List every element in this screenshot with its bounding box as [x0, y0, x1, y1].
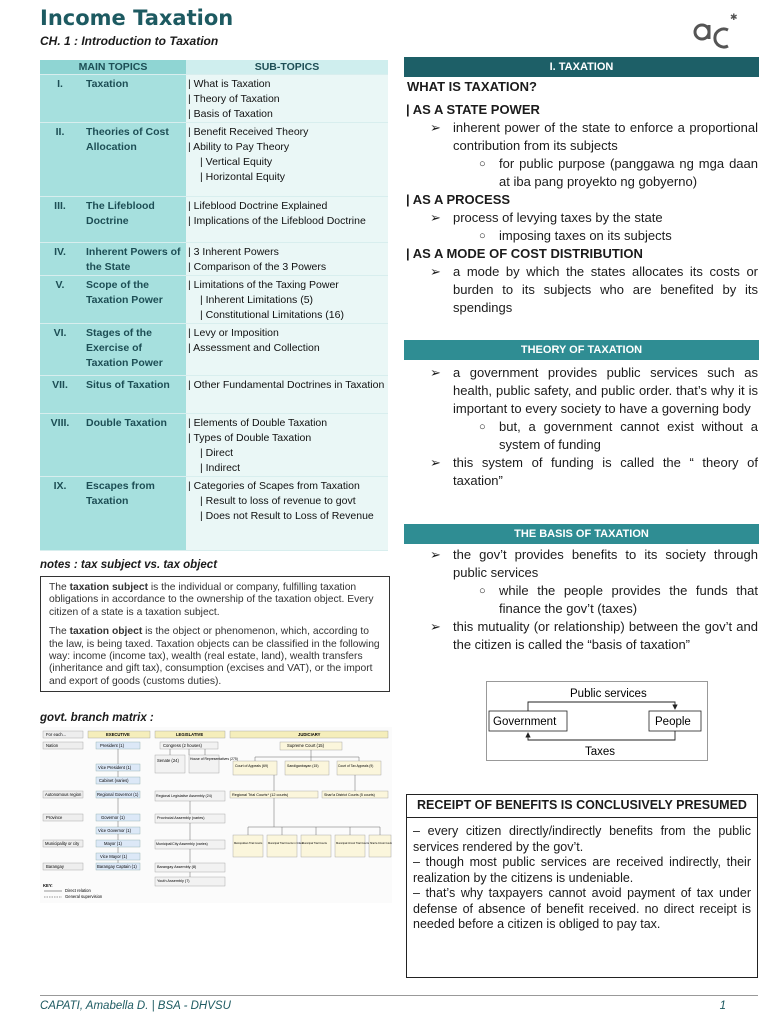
sub-topic: | Vertical Equity: [200, 156, 273, 168]
exec-vice-governor: Vice Governor (1): [98, 828, 131, 833]
receipt-line-2: – though most public services are received indirectly, their realization by the citizens is undeniable.: [413, 855, 751, 885]
matrix-col-judiciary: JUDICIARY: [298, 732, 321, 737]
exec-vice-president: Vice President (1): [98, 765, 132, 770]
basis-sub-bullet: ○ while the people provides the funds that finance the gov’t (taxes): [406, 582, 758, 618]
sub-topic: | Limitations of the Taxing Power: [188, 279, 339, 291]
jud-mtc-cities: Municipal Trial Courts in Cities: [268, 842, 303, 845]
topic-main: Double Taxation: [80, 414, 186, 477]
sub-topic: | Assessment and Collection: [188, 342, 320, 354]
jud-sharia-circuit: Shari'a Circuit Courts: [370, 842, 392, 845]
sub-topic: | Horizontal Equity: [200, 171, 286, 183]
sub-topic: | Lifeblood Doctrine Explained: [188, 200, 328, 212]
matrix-row-municipality: Municipality or city: [45, 841, 80, 846]
state-power-bullet: ➢ inherent power of the state to enforce a proportional contribution from its subjects: [406, 119, 758, 155]
notes-heading: notes : tax subject vs. tax object: [40, 559, 218, 571]
leg-provincial-assembly: Provincial Assembly (varies): [157, 816, 205, 820]
topic-row: [40, 75, 388, 123]
topic-number: II.: [40, 123, 80, 197]
topic-number: VIII.: [40, 414, 80, 477]
theory-sub-bullet: ○ but, a government cannot exist without a system of funding: [406, 418, 758, 454]
jud-tax-appeals: Court of Tax Appeals (9): [338, 764, 374, 768]
receipt-title: RECEIPT OF BENEFITS IS CONCLUSIVELY PRESUMED: [407, 795, 757, 818]
matrix-key-label: KEY:: [43, 883, 53, 888]
theory-bullet-2: ➢ this system of funding is called the “ theory of taxation”: [406, 454, 758, 490]
topic-main: The Lifeblood Doctrine: [80, 197, 186, 243]
svg-text:✱: ✱: [730, 13, 738, 23]
diagram-people: People: [655, 716, 691, 728]
jud-sandiganbayan: Sandiganbayan (15): [287, 764, 319, 768]
matrix-col-foreach: For each...: [46, 732, 67, 737]
topic-subs: [186, 276, 388, 324]
sub-topic: | Inherent Limitations (5): [200, 294, 314, 306]
leg-regional-assembly: Regional Legislative Assembly (24): [156, 794, 212, 798]
basis-diagram: [486, 681, 708, 761]
topic-number: IX.: [40, 477, 80, 551]
topic-number: III.: [40, 197, 80, 243]
sub-topic: | Types of Double Taxation: [188, 432, 312, 444]
notes-box: [40, 576, 390, 692]
sub-topic: | Benefit Received Theory: [188, 126, 309, 138]
topic-number: V.: [40, 276, 80, 324]
matrix-col-legislative: LEGISLATIVE: [176, 732, 204, 737]
legend-general: General supervision: [65, 894, 103, 899]
section-bar-basis: THE BASIS OF TAXATION: [404, 524, 759, 544]
legend-direct: Direct relation: [65, 888, 91, 893]
exec-cabinet: Cabinet (varies): [99, 778, 129, 783]
receipt-line-1: – every citizen directly/indirectly benefits from the public services rendered by the gov’t.: [413, 824, 751, 854]
jud-metropolitan-trial: Metropolitan Trial Courts: [234, 842, 263, 845]
page-number: 1: [719, 1000, 726, 1012]
matrix-row-region: Autonomous region: [45, 792, 82, 797]
cost-distribution-heading: | AS A MODE OF COST DISTRIBUTION: [406, 246, 643, 261]
sub-topic: | Result to loss of revenue to govt: [200, 495, 356, 507]
exec-president: President (1): [100, 743, 124, 748]
sub-topic: | Categories of Scapes from Taxation: [188, 480, 360, 492]
section-bar-taxation: I. TAXATION: [404, 57, 759, 77]
jud-municipal-trial: Municipal Trial Courts: [302, 842, 327, 845]
topic-number: VII.: [40, 376, 80, 414]
process-sub-bullet: ○ imposing taxes on its subjects: [406, 227, 758, 245]
footer-author: CAPATI, Amabella D. | BSA - DHVSU: [40, 1000, 231, 1012]
exec-regional-governor: Regional Governor (1): [97, 792, 139, 797]
theory-content: [406, 364, 758, 490]
sub-topic: | Theory of Taxation: [188, 93, 280, 105]
jud-municipal-circuit: Municipal Circuit Trial Courts: [336, 842, 370, 845]
main-topics-header: MAIN TOPICS: [40, 60, 186, 75]
topic-subs: [186, 376, 388, 414]
leg-congress: Congress (2 houses): [163, 743, 202, 748]
state-power-heading: | AS A STATE POWER: [406, 102, 540, 117]
leg-house: House of Representatives (275): [190, 757, 238, 761]
sub-topic: | Direct: [200, 447, 234, 459]
sub-topic: | Elements of Double Taxation: [188, 417, 328, 429]
page-title: Income Taxation: [40, 6, 234, 30]
what-is-taxation-heading: WHAT IS TAXATION?: [407, 79, 537, 94]
topic-row: [40, 197, 388, 243]
sub-topic: | Indirect: [200, 462, 241, 474]
topic-number: I.: [40, 75, 80, 123]
topic-main: Theories of Cost Allocation: [80, 123, 186, 197]
section-bar-theory: THEORY OF TAXATION: [404, 340, 759, 360]
matrix-row-province: Province: [46, 815, 63, 820]
taxation-definitions: [406, 101, 758, 317]
topic-subs: [186, 243, 388, 276]
topic-row: [40, 414, 388, 477]
topic-main: Scope of the Taxation Power: [80, 276, 186, 324]
sub-topic: | Implications of the Lifeblood Doctrine: [188, 215, 366, 227]
jud-supreme-court: Supreme Court (15): [287, 743, 325, 748]
chapter-subtitle: CH. 1 : Introduction to Taxation: [40, 34, 219, 48]
govt-branch-matrix: [40, 727, 392, 903]
sub-topic: | What is Taxation: [188, 78, 271, 90]
sub-topic: | Basis of Taxation: [188, 108, 273, 120]
leg-youth-assembly: Youth Assembly (7): [157, 879, 190, 883]
leg-municipal-assembly: Municipal/City Assembly (varies): [156, 842, 208, 846]
matrix-col-executive: EXECUTIVE: [106, 732, 130, 737]
jud-court-of-appeals: Court of Appeals (69): [235, 764, 269, 768]
topic-row: [40, 324, 388, 376]
topic-row: [40, 123, 388, 197]
tax-subject-note: The taxation subject is the individual or company, fulfilling taxation obligations in accordance to the ownership of the taxation object. Every citizen of a state is a taxation subject.: [49, 582, 374, 618]
topic-main: Situs of Taxation: [80, 376, 186, 414]
topic-number: VI.: [40, 324, 80, 376]
exec-barangay-captain: Barangay Captain (1): [97, 864, 137, 869]
basis-bullet-2: ➢ this mutuality (or relationship) between the gov’t and the citizen is called the “basis of taxation”: [406, 618, 758, 654]
tax-object-note: The taxation object is the object or phenomenon, which, according to the law, is being taxed. Taxation objects can be classified in the following way: income (income tax), wealth (real estate, land), wealth transfers (inheritance and gift tax), consumption (excises and VAT), or the import and export of goods (customs duties).: [49, 626, 380, 687]
cost-distribution-bullet: ➢ a mode by which the states allocates its costs or burden to its subjects who are benefited by its spendings: [406, 263, 758, 317]
sub-topic: | 3 Inherent Powers: [188, 246, 279, 258]
matrix-heading: govt. branch matrix :: [40, 712, 154, 724]
matrix-row-nation: Nation: [46, 743, 59, 748]
exec-governor: Governor (1): [101, 815, 125, 820]
leg-senate: Senate (24): [157, 758, 179, 763]
topic-subs: [186, 414, 388, 477]
topic-main: Stages of the Exercise of Taxation Power: [80, 324, 186, 376]
exec-mayor: Mayor (1): [104, 841, 122, 846]
theory-bullet-1: ➢ a government provides public services such as health, public safety, and public order. that’s why it is important to every society to have a governing body: [406, 364, 758, 418]
topic-main: Inherent Powers of the State: [80, 243, 186, 276]
jud-regional-trial: Regional Trial Courts* (12 courts): [232, 793, 289, 797]
topic-subs: [186, 324, 388, 376]
sub-topic: | Other Fundamental Doctrines in Taxation: [188, 379, 385, 391]
diagram-public-services: Public services: [570, 688, 647, 700]
topic-subs: [186, 123, 388, 197]
sub-topic: | Constitutional Limitations (16): [200, 309, 344, 321]
jud-sharia-district: Shari'a District Courts (5 courts): [324, 793, 375, 797]
process-heading: | AS A PROCESS: [406, 192, 511, 207]
sub-topic: | Levy or Imposition: [188, 327, 279, 339]
topic-row: [40, 477, 388, 551]
leg-barangay-assembly: Barangay Assembly (8): [157, 865, 197, 869]
topic-subs: [186, 477, 388, 551]
topics-table: [40, 60, 388, 551]
ac-logo: [690, 8, 742, 52]
sub-topics-header: SUB-TOPICS: [186, 60, 388, 75]
sub-topic: | Ability to Pay Theory: [188, 141, 290, 153]
topic-row: [40, 276, 388, 324]
process-bullet: ➢ process of levying taxes by the state: [406, 209, 758, 227]
receipt-of-benefits-box: [406, 794, 758, 978]
matrix-row-barangay: Barangay: [46, 864, 64, 869]
basis-bullet-1: ➢ the gov’t provides benefits to its society through public services: [406, 546, 758, 582]
topic-subs: [186, 197, 388, 243]
topic-main: Taxation: [80, 75, 186, 123]
diagram-government: Government: [493, 716, 557, 728]
sub-topic: | Comparison of the 3 Powers: [188, 261, 327, 273]
topic-subs: [186, 75, 388, 123]
exec-vice-mayor: Vice Mayor (1): [100, 854, 128, 859]
topic-row: [40, 243, 388, 276]
topic-number: IV.: [40, 243, 80, 276]
footer-divider: [40, 995, 758, 996]
diagram-taxes: Taxes: [585, 746, 616, 758]
topic-row: [40, 376, 388, 414]
receipt-line-3: – that’s why taxpayers cannot avoid payment of tax under defense of absence of benefit received. no direct receipt is needed before a citizen is obliged to pay tax.: [413, 886, 751, 931]
state-power-sub-bullet: ○ for public purpose (panggawa ng mga daan at iba pang proyekto ng gobyerno): [406, 155, 758, 191]
basis-content: [406, 546, 758, 654]
topic-main: Escapes from Taxation: [80, 477, 186, 551]
sub-topic: | Does not Result to Loss of Revenue: [200, 510, 374, 522]
